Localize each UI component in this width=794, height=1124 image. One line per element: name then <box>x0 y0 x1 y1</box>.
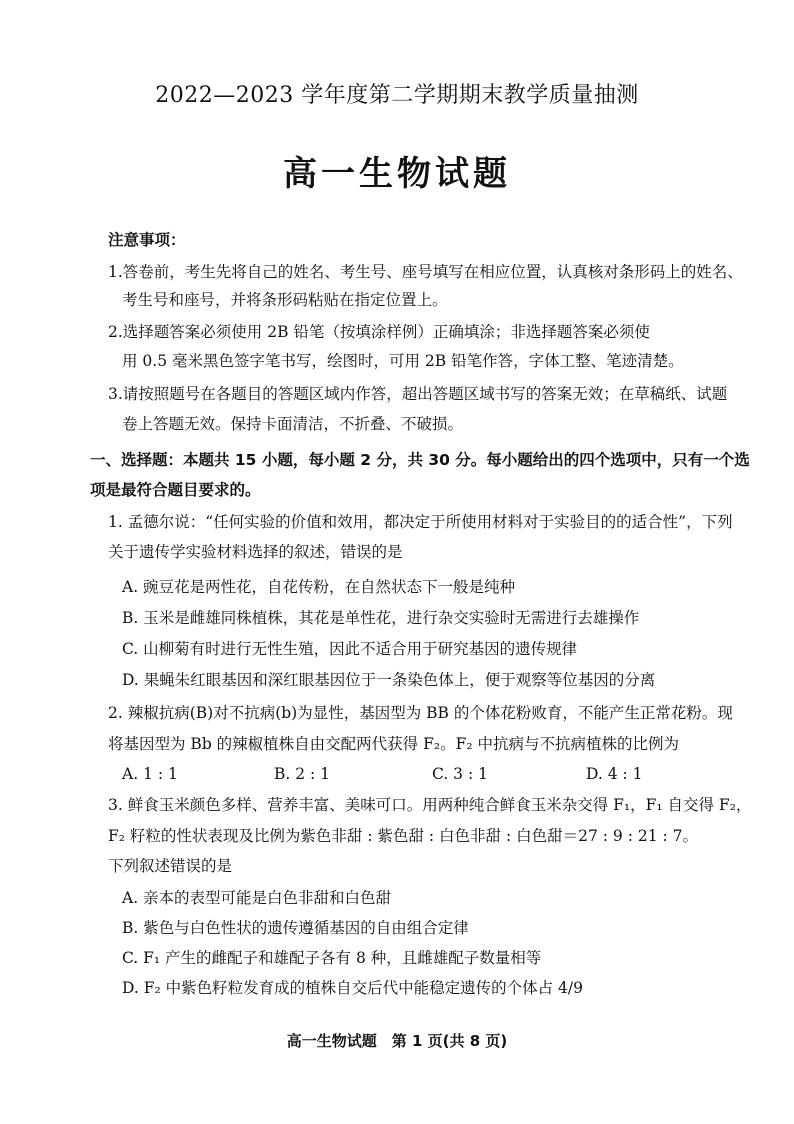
q3-stem-line-2: F₂ 籽粒的性状表现及比例为紫色非甜 : 紫色甜 : 白色非甜 : 白色甜＝27 : 9 : 21 : 7。 <box>108 827 699 845</box>
q3-stem-line-3: 下列叙述错误的是 <box>108 857 233 875</box>
section-1-heading-line-2: 项是最符合题目要求的。 <box>90 481 261 499</box>
q1-option-d: D. 果蝇朱红眼基因和深红眼基因位于一条染色体上，便于观察等位基因的分离 <box>122 671 656 689</box>
page-title: 高一生物试题 <box>283 154 511 194</box>
page-footer: 高一生物试题 第 1 页(共 8 页) <box>286 1032 508 1050</box>
q2-option-a: A. 1 : 1 <box>122 765 178 783</box>
notice-heading: 注意事项： <box>108 231 186 249</box>
q3-option-d: D. F₂ 中紫色籽粒发育成的植株自交后代中能稳定遗传的个体占 4/9 <box>122 979 583 997</box>
q2-stem-line-1: 2. 辣椒抗病(B)对不抗病(b)为显性，基因型为 BB 的个体花粉败育，不能产生正常花粉。现 <box>108 704 733 722</box>
notice-item-3-line-1: 3.请按照题号在各题目的答题区域内作答，超出答题区域书写的答案无效；在草稿纸、试题 <box>108 385 728 403</box>
exam-header: 2022—2023 学年度第二学期期末教学质量抽测 <box>155 83 639 108</box>
q2-option-b: B. 2 : 1 <box>274 765 331 783</box>
q1-stem-line-1: 1. 孟德尔说：“任何实验的价值和效用，都决定于所使用材料对于实验目的的适合性”，下列 <box>108 513 733 531</box>
notice-item-2-line-2: 用 0.5 毫米黑色签字笔书写，绘图时，可用 2B 铅笔作答，字体工整、笔迹清楚。 <box>122 352 684 370</box>
q1-stem-line-2: 关于遗传学实验材料选择的叙述，错误的是 <box>108 543 403 561</box>
q3-option-c: C. F₁ 产生的雌配子和雄配子各有 8 种，且雌雄配子数量相等 <box>122 949 542 967</box>
q2-option-c: C. 3 : 1 <box>432 765 488 783</box>
section-1-heading-line-1: 一、选择题：本题共 15 小题，每小题 2 分，共 30 分。每小题给出的四个选项中，只有一个选 <box>90 451 750 469</box>
notice-item-3-line-2: 卷上答题无效。保持卡面清洁，不折叠、不破损。 <box>122 415 464 433</box>
q1-option-b: B. 玉米是雌雄同株植株，其花是单性花，进行杂交实验时无需进行去雄操作 <box>122 609 640 627</box>
notice-item-1-line-2: 考生号和座号，并将条形码粘贴在指定位置上。 <box>122 291 448 309</box>
q2-stem-line-2: 将基因型为 Bb 的辣椒植株自由交配两代获得 F₂。F₂ 中抗病与不抗病植株的比例为 <box>108 735 679 753</box>
notice-item-1-line-1: 1.答卷前，考生先将自己的姓名、考生号、座号填写在相应位置，认真核对条形码上的姓名、 <box>108 263 743 281</box>
q1-option-a: A. 豌豆花是两性花，自花传粉，在自然状态下一般是纯种 <box>122 578 516 596</box>
q3-option-b: B. 紫色与白色性状的遗传遵循基因的自由组合定律 <box>122 919 469 937</box>
q3-stem-line-1: 3. 鲜食玉米颜色多样、营养丰富、美味可口。用两种纯合鲜食玉米杂交得 F₁，F₁ 自交得 F₂， <box>108 796 752 814</box>
q3-option-a: A. 亲本的表型可能是白色非甜和白色甜 <box>122 889 392 907</box>
notice-item-2-line-1: 2.选择题答案必须使用 2B 铅笔（按填涂样例）正确填涂；非选择题答案必须使 <box>108 323 650 341</box>
q1-option-c: C. 山柳菊有时进行无性生殖，因此不适合用于研究基因的遗传规律 <box>122 640 578 658</box>
q2-option-d: D. 4 : 1 <box>586 765 643 783</box>
